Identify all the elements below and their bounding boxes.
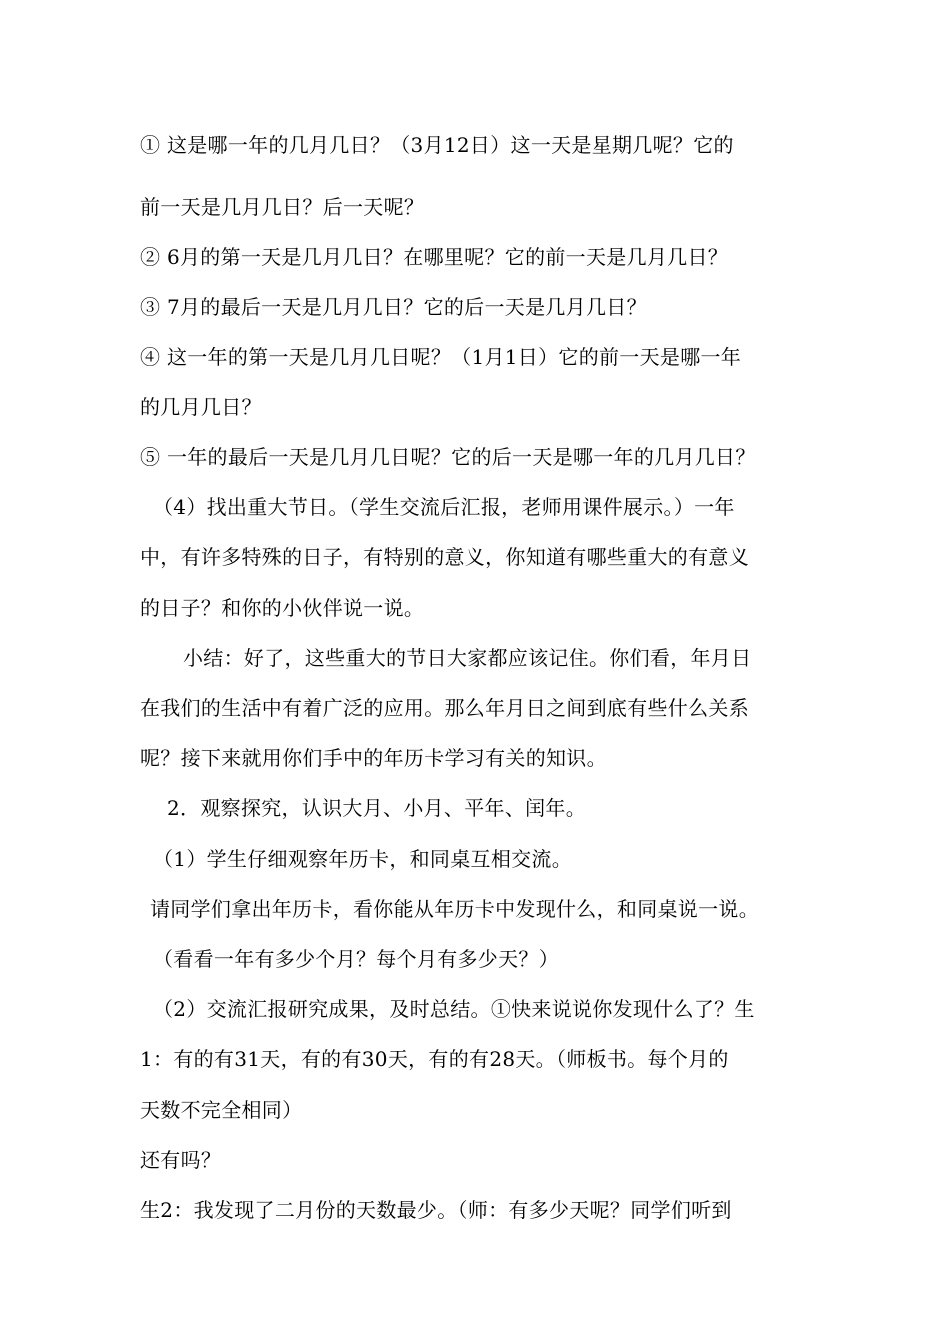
text-line: 在我们的生活中有着广泛的应用。那么年月日之间到底有些什么关系 [140, 696, 749, 720]
text-line: 的几月几日？ [140, 395, 262, 419]
text-line: （1）学生仔细观察年历卡，和同桌互相交流。 [153, 847, 573, 871]
text-line: ③ 7月的最后一天是几月几日？它的后一天是几月几日？ [140, 295, 647, 319]
text-line: 小结：好了，这些重大的节日大家都应该记住。你们看，年月日 [183, 646, 752, 670]
text-line: ① 这是哪一年的几月几日？（3月12日）这一天是星期几呢？它的 [140, 133, 734, 157]
text-line: 还有吗？ [140, 1148, 222, 1172]
text-line: 前一天是几月几日？后一天呢？ [140, 195, 425, 219]
text-line: 天数不完全相同） [140, 1098, 303, 1122]
text-line: 1：有的有31天，有的有30天，有的有28天。（师板书。每个月的 [140, 1047, 729, 1071]
text-line: 的日子？和你的小伙伴说一说。 [140, 596, 425, 620]
text-line: （看看一年有多少个月？每个月有多少天？） [153, 947, 559, 971]
text-line: 2．观察探究，认识大月、小月、平年、闰年。 [167, 796, 587, 820]
text-line: （2）交流汇报研究成果，及时总结。①快来说说你发现什么了？生 [153, 997, 755, 1021]
text-line: ④ 这一年的第一天是几月几日呢？（1月1日）它的前一天是哪一年 [140, 345, 742, 369]
text-line: ⑤ 一年的最后一天是几月几日呢？它的后一天是哪一年的几月几日？ [140, 445, 756, 469]
text-line: ② 6月的第一天是几月几日？在哪里呢？它的前一天是几月几日？ [140, 245, 729, 269]
text-line: 中，有许多特殊的日子，有特别的意义，你知道有哪些重大的有意义 [140, 545, 749, 569]
text-line: 呢？接下来就用你们手中的年历卡学习有关的知识。 [140, 746, 607, 770]
text-line: （4）找出重大节日。（学生交流后汇报，老师用课件展示。）一年 [153, 495, 735, 519]
text-line: 生2：我发现了二月份的天数最少。（师：有多少天呢？同学们听到 [140, 1198, 732, 1222]
text-line: 请同学们拿出年历卡，看你能从年历卡中发现什么，和同桌说一说。 [150, 897, 759, 921]
